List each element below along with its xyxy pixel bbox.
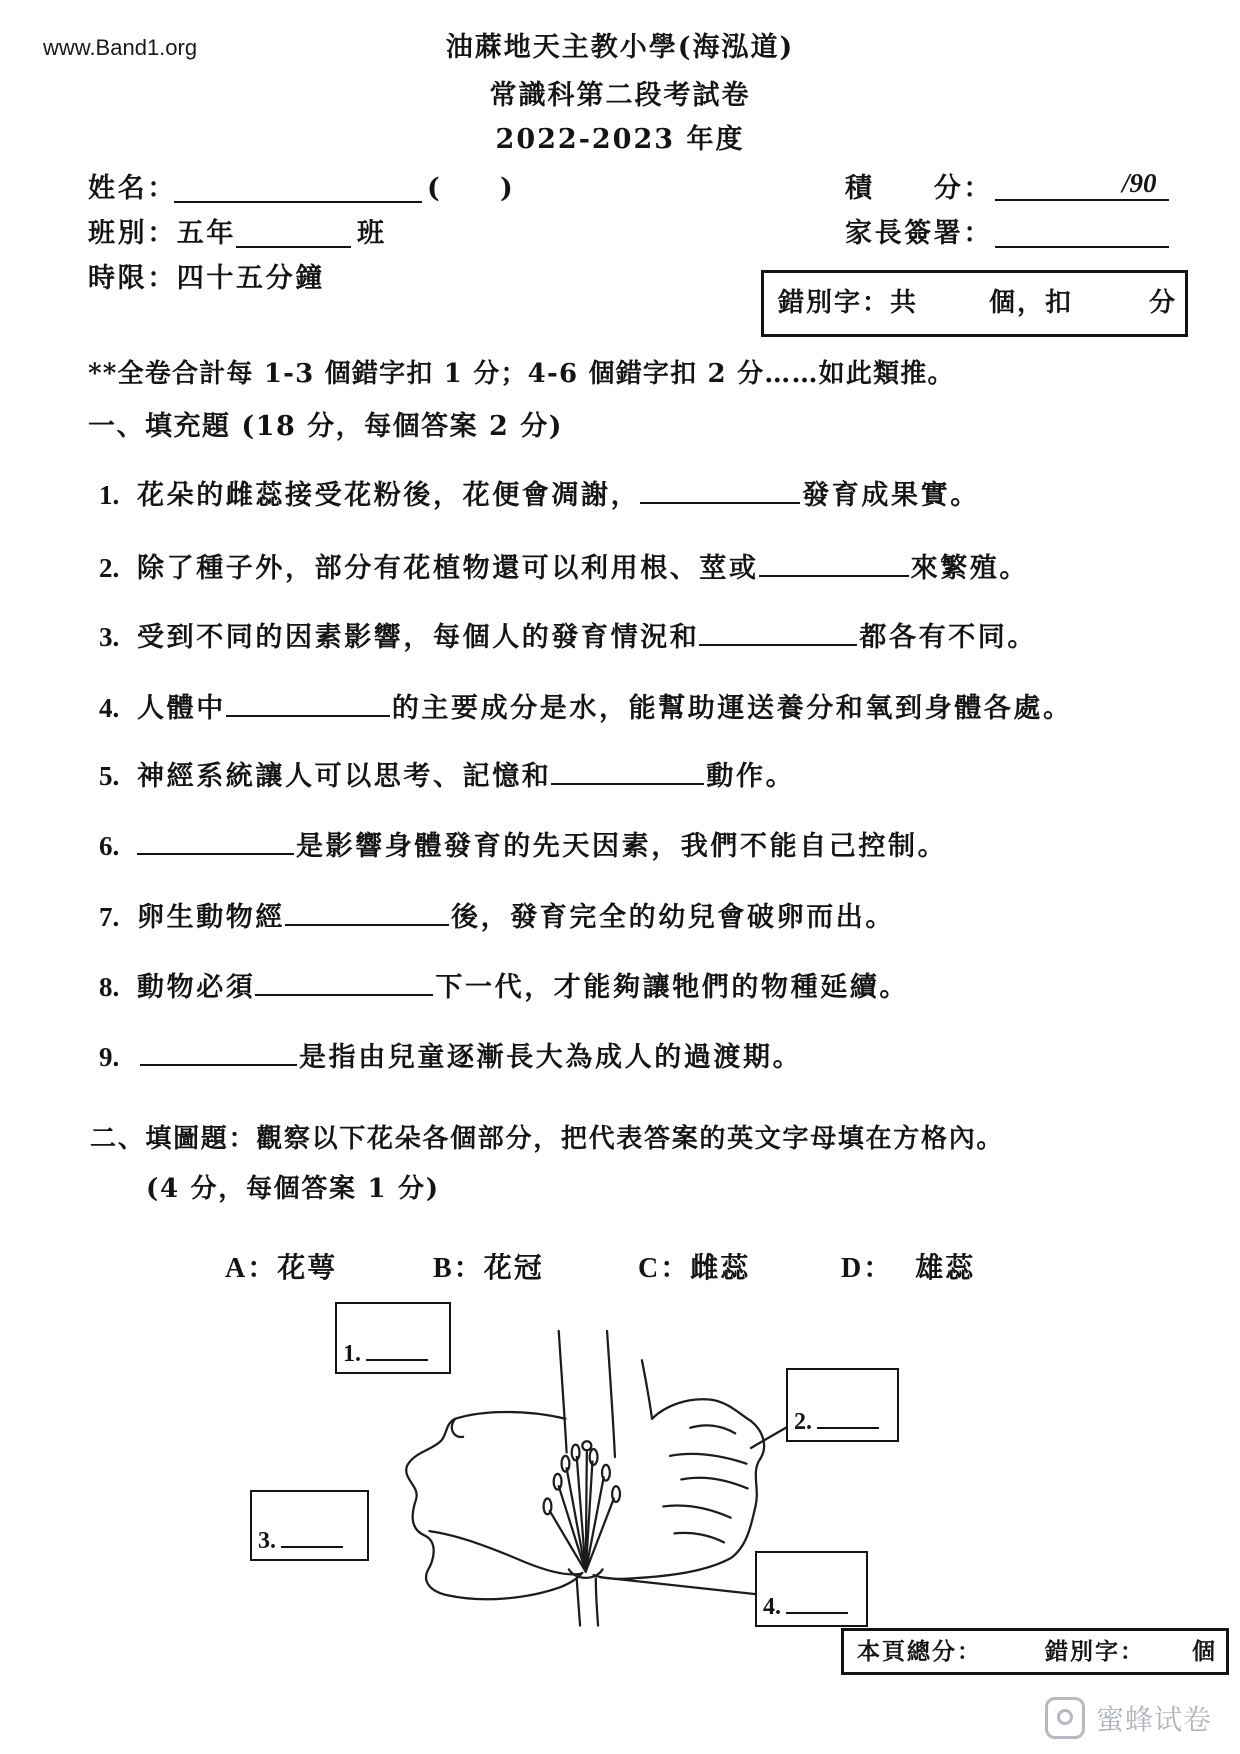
answer-box-number: 1. <box>343 1341 361 1367</box>
legend-item-c <box>638 1249 750 1288</box>
stamen-filament <box>586 1461 593 1571</box>
corner-url-text: www.Band1.org <box>43 35 198 60</box>
legend-letter: C： <box>638 1253 691 1284</box>
name-blank[interactable] <box>174 201 422 203</box>
answer-blank[interactable] <box>759 551 909 577</box>
right-petal-vein <box>675 1533 724 1543</box>
page-typo-label: 錯別字： <box>1045 1638 1145 1665</box>
answer-box-number: 3. <box>258 1528 276 1554</box>
question-6 <box>99 828 947 865</box>
left-petal-curl <box>452 1419 463 1437</box>
parent-signature-blank[interactable] <box>995 246 1169 248</box>
question-number: 8. <box>99 972 120 1002</box>
answer-blank[interactable] <box>226 691 390 717</box>
question-text-before: 卵生動物經 <box>137 902 285 933</box>
answer-blank[interactable] <box>140 1040 297 1066</box>
name-label: 姓名： <box>88 173 177 204</box>
flower-tube-left-edge <box>559 1331 567 1452</box>
question-5 <box>99 758 795 795</box>
class-number-open-paren: ( <box>427 173 443 204</box>
right-petal-vein <box>670 1454 746 1464</box>
question-text-after: 後，發育完全的幼兒會破卵而出。 <box>451 902 895 933</box>
typo-box-prefix: 錯別字：共 <box>778 288 919 318</box>
class-number-close-paren: ) <box>500 173 516 204</box>
right-petal-vein <box>681 1478 747 1489</box>
legend-item-d <box>841 1249 975 1288</box>
question-1 <box>99 477 980 514</box>
left-petal-outline <box>406 1412 582 1599</box>
leader-line-2 <box>751 1428 786 1448</box>
answer-blank[interactable] <box>285 900 449 926</box>
exam-title: 常識科第二段考試卷 <box>489 80 751 111</box>
anther <box>562 1456 570 1472</box>
typo-deduction-box <box>761 270 1188 337</box>
page-score-box <box>841 1628 1229 1675</box>
answer-blank[interactable] <box>551 759 704 785</box>
legend-item-a <box>225 1249 337 1288</box>
answer-blank[interactable] <box>699 620 857 646</box>
school-year: 2022-2023 年度 <box>495 124 745 155</box>
answer-box-line <box>281 1528 343 1548</box>
question-text-after: 都各有不同。 <box>859 622 1038 653</box>
legend-name: 花萼 <box>277 1251 338 1284</box>
legend-name: 雌蕊 <box>690 1251 751 1284</box>
legend-letter: A： <box>225 1253 278 1284</box>
answer-box-label <box>343 1341 428 1367</box>
question-number: 5. <box>99 761 120 791</box>
question-text-before: 神經系統讓人可以思考、記憶和 <box>137 761 552 792</box>
answer-box-line <box>786 1594 848 1614</box>
class-label: 班別：五年 <box>88 218 236 249</box>
pistil-style <box>586 1450 587 1571</box>
question-number: 1. <box>99 480 120 510</box>
pistil-stigma <box>582 1441 591 1450</box>
question-number: 9. <box>99 1042 120 1072</box>
flower-tube-right-edge <box>642 1360 652 1418</box>
question-text-after: 是指由兒童逐漸長大為成人的過渡期。 <box>299 1042 803 1073</box>
class-blank[interactable] <box>236 246 351 248</box>
question-8 <box>99 969 909 1006</box>
anther <box>554 1474 562 1490</box>
section2-subtitle: (4 分，每個答案 1 分) <box>146 1174 440 1204</box>
typo-box-middle: 個，扣 <box>989 288 1074 318</box>
question-number: 2. <box>99 553 120 583</box>
legend-item-b <box>433 1249 544 1288</box>
class-suffix: 班 <box>357 218 387 249</box>
question-number: 3. <box>99 622 120 652</box>
watermark-text: 蜜蜂试卷 <box>1096 1703 1213 1736</box>
question-7 <box>99 899 895 936</box>
question-text-before: 人體中 <box>137 693 226 724</box>
stem-left-edge <box>577 1578 580 1625</box>
question-text-before: 花朵的雌蕊接受花粉後，花便會凋謝， <box>137 480 641 511</box>
answer-blank[interactable] <box>137 829 294 855</box>
question-4 <box>99 690 1073 727</box>
time-limit: 時限：四十五分鐘 <box>88 263 325 294</box>
legend-letter: B： <box>433 1253 484 1284</box>
question-text-after: 是影響身體發育的先天因素，我們不能自己控制。 <box>296 831 948 862</box>
answer-box-label <box>794 1409 879 1435</box>
answer-box-label <box>258 1528 343 1554</box>
question-2 <box>99 550 1029 587</box>
stamen-filament <box>550 1511 586 1572</box>
receptacle <box>569 1569 603 1577</box>
stamen-filament <box>567 1468 586 1571</box>
page-typo-unit: 個 <box>1192 1638 1217 1665</box>
legend-letter: D： <box>841 1253 894 1284</box>
page-total-label: 本頁總分： <box>857 1638 982 1665</box>
score-total: /90 <box>1122 168 1157 198</box>
answer-box-2[interactable] <box>786 1368 899 1442</box>
legend-name: 雄蕊 <box>915 1251 976 1284</box>
question-text-after: 下一代，才能夠讓牠們的物種延續。 <box>435 972 910 1003</box>
right-petal-outline <box>594 1399 765 1579</box>
anther <box>590 1449 598 1465</box>
section1-title: 一、填充題 (18 分，每個答案 2 分) <box>88 411 564 442</box>
question-number: 6. <box>99 831 120 861</box>
question-number: 7. <box>99 902 120 932</box>
stem-right-edge <box>596 1578 598 1625</box>
question-text-before: 受到不同的因素影響，每個人的發育情況和 <box>137 622 700 653</box>
logo-dot <box>1057 1709 1073 1725</box>
question-9 <box>99 1039 802 1076</box>
right-petal-vein <box>663 1505 730 1517</box>
school-name: 油蔴地天主教小學(海泓道) <box>445 32 795 63</box>
stamen-filament <box>559 1486 586 1571</box>
answer-blank[interactable] <box>640 478 800 504</box>
anther <box>544 1499 552 1515</box>
anther <box>602 1465 610 1481</box>
anther <box>572 1445 580 1461</box>
stamen-filament <box>577 1457 586 1572</box>
answer-box-1[interactable] <box>335 1302 451 1374</box>
stamen-filament <box>586 1499 614 1572</box>
question-text-after: 發育成果實。 <box>802 480 980 511</box>
parent-signature-label: 家長簽署： <box>845 218 993 249</box>
score-label: 積 分： <box>845 173 993 204</box>
answer-blank[interactable] <box>255 970 433 996</box>
answer-box-number: 4. <box>763 1594 781 1620</box>
bee-logo-icon <box>1045 1697 1085 1739</box>
left-petal-fold <box>429 1531 580 1574</box>
answer-box-3[interactable] <box>250 1490 369 1561</box>
typo-rule-note: **全卷合計每 1-3 個錯字扣 1 分；4-6 個錯字扣 2 分……如此類推。 <box>88 359 955 389</box>
question-text-after: 動作。 <box>706 761 796 792</box>
question-number: 4. <box>99 693 120 723</box>
typo-box-suffix: 分 <box>1149 288 1178 318</box>
answer-box-number: 2. <box>794 1409 812 1435</box>
question-text-before: 動物必須 <box>137 972 256 1003</box>
leader-line-4 <box>600 1577 755 1594</box>
answer-box-4[interactable] <box>755 1551 868 1627</box>
anther <box>612 1486 620 1502</box>
question-3 <box>99 619 1037 656</box>
right-petal-vein <box>690 1425 735 1433</box>
answer-box-line <box>817 1409 879 1429</box>
stamen-filament <box>586 1477 604 1571</box>
answer-box-label <box>763 1594 848 1620</box>
flower-tube-inner-edge <box>607 1331 615 1457</box>
question-text-after: 的主要成分是水，能幫助運送養分和氧到身體各處。 <box>391 693 1073 724</box>
legend-name: 花冠 <box>483 1251 544 1284</box>
answer-box-line <box>366 1341 428 1361</box>
section2-title: 二、填圖題：觀察以下花朵各個部分，把代表答案的英文字母填在方格內。 <box>90 1124 1005 1154</box>
question-text-before: 除了種子外，部分有花植物還可以利用根、莖或 <box>137 553 759 584</box>
question-text-after: 來繁殖。 <box>910 553 1030 584</box>
